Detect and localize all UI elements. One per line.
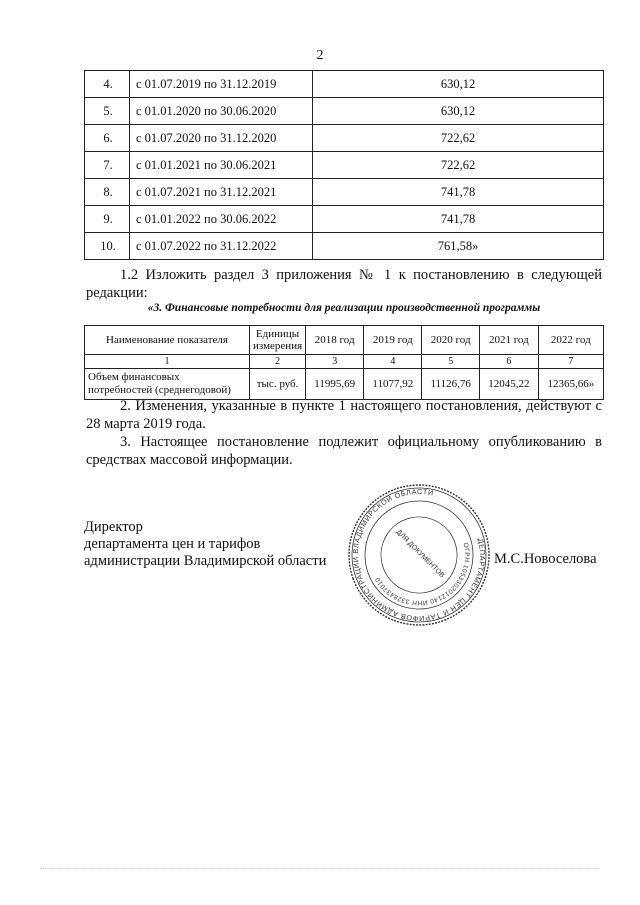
tariff-row-value: 630,12 <box>313 71 604 98</box>
table2-index-row <box>85 355 604 369</box>
table2-value-2019: 11077,92 <box>364 369 422 400</box>
table2-index-cell: 2 <box>250 355 306 369</box>
tariff-row-value: 630,12 <box>313 98 604 125</box>
tariff-row-number: 10. <box>85 233 130 260</box>
table2-header-cell: Наименование показателя <box>85 326 250 355</box>
table2-row-unit: тыс. руб. <box>250 369 306 400</box>
table2-value-2022: 12365,66» <box>538 369 603 400</box>
signatory-name: М.С.Новоселова <box>494 551 597 567</box>
tariff-row <box>85 125 604 152</box>
official-seal <box>344 480 494 630</box>
tariff-row-period: с 01.07.2019 по 31.12.2019 <box>130 71 313 98</box>
tariff-row-number: 5. <box>85 98 130 125</box>
tariff-row-value: 741,78 <box>313 206 604 233</box>
tariff-periods-table <box>84 70 604 260</box>
table2-value-2021: 12045,22 <box>480 369 539 400</box>
table2-header-cell: 2019 год <box>364 326 422 355</box>
tariff-row-period: с 01.07.2021 по 31.12.2021 <box>130 179 313 206</box>
paragraph-1-2-text: 1.2 Изложить раздел 3 приложения № 1 к постановлению в следующей редакции: <box>86 267 602 301</box>
table2-value-2020: 11126,76 <box>422 369 480 400</box>
table2-header-cell: 2021 год <box>480 326 539 355</box>
tariff-row-number: 4. <box>85 71 130 98</box>
paragraph-1-2 <box>86 266 602 302</box>
table2-index-cell: 7 <box>538 355 603 369</box>
table2-data-row <box>85 369 604 400</box>
tariff-row-value: 741,78 <box>313 179 604 206</box>
tariff-row-period: с 01.01.2021 по 30.06.2021 <box>130 152 313 179</box>
paragraph-3 <box>86 433 602 469</box>
tariff-row-period: с 01.07.2020 по 31.12.2020 <box>130 125 313 152</box>
page-number: 2 <box>316 48 324 63</box>
seal-inner-text: ОГРН 1053302012140 ИНН 3328437010 <box>374 542 471 607</box>
tariff-row-period: с 01.01.2020 по 30.06.2020 <box>130 98 313 125</box>
tariff-row-period: с 01.01.2022 по 30.06.2022 <box>130 206 313 233</box>
table2-header-cell: Единицы измерения <box>250 326 306 355</box>
table2-row-name: Объем финансовых потребностей (среднегодовой) <box>85 369 250 400</box>
table2-header-cell: 2022 год <box>538 326 603 355</box>
paragraph-2-text: 2. Изменения, указанные в пункте 1 настоящего постановления, действуют с 28 марта 2019 года. <box>86 398 602 432</box>
signature-administration: администрации Владимирской области <box>84 553 327 569</box>
signature-department: департамента цен и тарифов <box>84 536 261 552</box>
tariff-row <box>85 152 604 179</box>
table2-index-cell: 4 <box>364 355 422 369</box>
tariff-row <box>85 71 604 98</box>
table2-header-cell: 2020 год <box>422 326 480 355</box>
tariff-row <box>85 233 604 260</box>
paragraph-3-text: 3. Настоящее постановление подлежит официальному опубликованию в средствах массовой информации. <box>86 434 602 468</box>
tariff-row-value: 722,62 <box>313 152 604 179</box>
seal-outer-text: ДЕПАРТАМЕНТ ЦЕН И ТАРИФОВ АДМИНИСТРАЦИИ ВЛАДИМИРСКОЙ ОБЛАСТИ <box>350 486 488 624</box>
table2-value-2018: 11995,69 <box>306 369 364 400</box>
table2-header-row <box>85 326 604 355</box>
tariff-row-number: 7. <box>85 152 130 179</box>
tariff-row-number: 8. <box>85 179 130 206</box>
table2-index-cell: 1 <box>85 355 250 369</box>
table2-index-cell: 6 <box>480 355 539 369</box>
tariff-row-number: 9. <box>85 206 130 233</box>
table2-caption: «3. Финансовые потребности для реализации производственной программы <box>147 302 541 314</box>
scan-artifact-line <box>40 868 600 871</box>
table2-header-cell: 2018 год <box>306 326 364 355</box>
paragraph-2 <box>86 397 602 433</box>
tariff-row-number: 6. <box>85 125 130 152</box>
table2-index-cell: 3 <box>306 355 364 369</box>
seal-center-text: ДЛЯ ДОКУМЕНТОВ <box>394 528 446 580</box>
financial-needs-table <box>84 325 604 400</box>
signature-title: Директор <box>84 519 143 535</box>
tariff-row <box>85 179 604 206</box>
table2-index-cell: 5 <box>422 355 480 369</box>
tariff-row-value: 722,62 <box>313 125 604 152</box>
signature-block <box>84 519 326 570</box>
tariff-row-period: с 01.07.2022 по 31.12.2022 <box>130 233 313 260</box>
tariff-row <box>85 98 604 125</box>
tariff-row <box>85 206 604 233</box>
tariff-row-value: 761,58» <box>313 233 604 260</box>
